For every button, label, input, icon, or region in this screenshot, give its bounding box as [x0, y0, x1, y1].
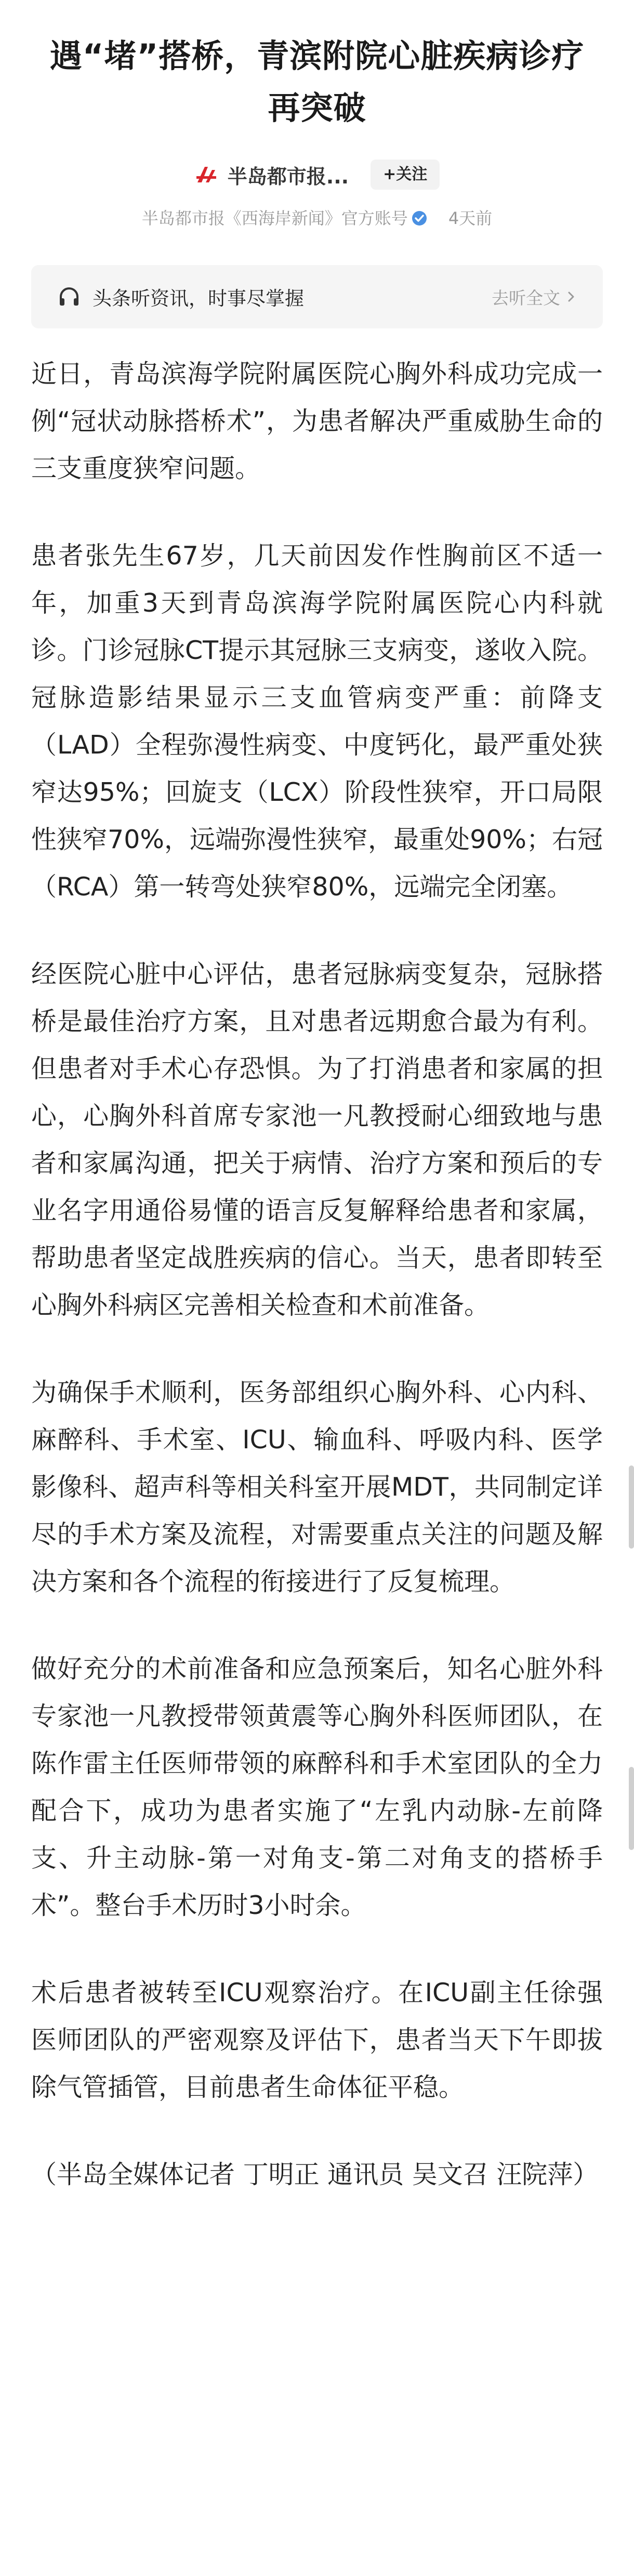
listen-prompt: 头条听资讯，时事尽掌握	[93, 287, 304, 310]
article-meta	[0, 206, 634, 231]
listen-full-label: 去听全文	[492, 287, 560, 308]
headphone-icon	[57, 285, 81, 309]
publish-time: 4天前	[448, 208, 493, 228]
verified-badge-icon	[411, 210, 428, 227]
article-byline: （半岛全媒体记者 丁明正 通讯员 吴文召 汪院萍）	[31, 2160, 599, 2189]
article-paragraph: 近日，青岛滨海学院附属医院心胸外科成功完成一例“冠状动脉搭桥术”，为患者解决严重威胁生命的三支重度狭窄问题。	[31, 359, 603, 483]
listen-full-button[interactable]	[492, 285, 577, 309]
source-row	[0, 158, 634, 191]
article-paragraph: 为确保手术顺利，医务部组织心胸外科、心内科、麻醉科、手术室、ICU、输血科、呼吸内科、医学影像科、超声科等相关科室开展MDT，共同制定详尽的手术方案及流程，对需要重点关注的问题及解决方案和各个流程的衔接进行了反复梳理。	[31, 1378, 603, 1596]
meta-source-text: 半岛都市报《西海岸新闻》官方账号	[141, 208, 408, 228]
chevron-right-icon	[565, 291, 577, 302]
scrollbar-thumb[interactable]	[629, 1465, 634, 1549]
article-paragraph: 患者张先生67岁，几天前因发作性胸前区不适一年，加重3天到青岛滨海学院附属医院心内科就诊。门诊冠脉CT提示其冠脉三支病变，遂收入院。冠脉造影结果显示三支血管病变严重：前降支（LAD）全程弥漫性病变、中度钙化，最严重处狭窄达95%；回旋支（LCX）阶段性狭窄，开口局限性狭窄70%，远端弥漫性狭窄，最重处90%；右冠（RCA）第一转弯处狭窄80%，远端完全闭塞。	[31, 541, 603, 902]
article-body	[0, 328, 634, 2198]
follow-button[interactable]: +关注	[371, 160, 440, 190]
article-paragraph: 做好充分的术前准备和应急预案后，知名心脏外科专家池一凡教授带领黄震等心胸外科医师团队，在陈作雷主任医师带领的麻醉科和手术室团队的全力配合下，成功为患者实施了“左乳内动脉-左前降支、升主动脉-第一对角支-第二对角支的搭桥手术”。整台手术历时3小时余。	[31, 1654, 603, 1920]
article-paragraph: 术后患者被转至ICU观察治疗。在ICU副主任徐强医师团队的严密观察及评估下，患者当天下午即拔除气管插管，目前患者生命体征平稳。	[31, 1978, 603, 2102]
peninsula-logo-icon[interactable]	[194, 163, 218, 187]
scrollbar-thumb[interactable]	[629, 1767, 634, 1850]
article-title: 遇“堵”搭桥，青滨附院心脏疾病诊疗再突破	[49, 37, 585, 127]
source-name[interactable]: 半岛都市报...	[227, 165, 349, 188]
article-paragraph: 经医院心脏中心评估，患者冠脉病变复杂，冠脉搭桥是最佳治疗方案，且对患者远期愈合最为有利。但患者对手术心存恐惧。为了打消患者和家属的担心，心胸外科首席专家池一凡教授耐心细致地与患者和家属沟通，把关于病情、治疗方案和预后的专业名字用通俗易懂的语言反复解释给患者和家属，帮助患者坚定战胜疾病的信心。当天，患者即转至心胸外科病区完善相关检查和术前准备。	[31, 959, 603, 1320]
listen-bar[interactable]	[31, 265, 603, 328]
